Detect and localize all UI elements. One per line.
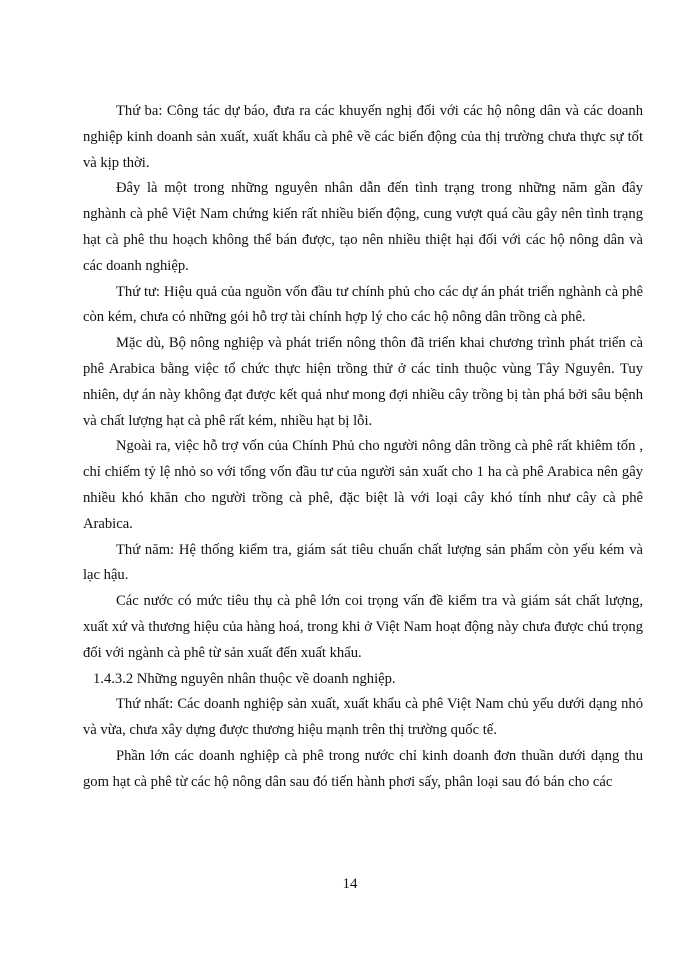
paragraph-phan-lon-doanh-nghiep: Phần lớn các doanh nghiệp cà phê trong nước chỉ kinh doanh đơn thuần dưới dạng thu gom hạt cà phê từ các hộ nông dân sau đó tiến hành phơi sấy, phân loại sau đó bán cho các [83, 747, 643, 790]
paragraph-thu-nhat: Thứ nhất: Các doanh nghiệp sản xuất, xuất khẩu cà phê Việt Nam chủ yếu dưới dạng nhỏ và vừa, chưa xây dựng được thương hiệu mạnh trên thị trường quốc tế. [83, 696, 643, 739]
paragraph-thu-nam: Thứ năm: Hệ thống kiểm tra, giám sát tiêu chuẩn chất lượng sản phẩm còn yếu kém và lạc hậu. [83, 541, 643, 584]
paragraph-arabica-tay-nguyen: Mặc dù, Bộ nông nghiệp và phát triển nông thôn đã triển khai chương trình phát triển cà phê Arabica bằng việc tổ chức thực hiện trồng thử ở các tỉnh thuộc vùng Tây Nguyên. Tuy nhiên, dự án này không đạt được kết quả như mong đợi nhiều cây trồng bị tàn phá bởi sâu bệnh và chất lượng hạt cà phê rất kém, nhiều hạt bị lỗi. [83, 335, 643, 429]
paragraph-nguyen-nhan-bien-dong: Đây là một trong những nguyên nhân dẫn đến tình trạng trong những năm gần đây nghành cà phê Việt Nam chứng kiến rất nhiều biến động, cung vượt quá cầu gây nên tình trạng hạt cà phê thu hoạch không thể bán được, tạo nên nhiều thiệt hại đối với các hộ nông dân và các doanh nghiệp. [83, 180, 643, 274]
paragraph-thu-tu: Thứ tư: Hiệu quả của nguồn vốn đầu tư chính phủ cho các dự án phát triển nghành cà phê còn kém, chưa có những gói hỗ trợ tài chính hợp lý cho các hộ nông dân trồng cà phê. [83, 283, 643, 326]
paragraph-ho-tro-von: Ngoài ra, việc hỗ trợ vốn của Chính Phủ cho người nông dân trồng cà phê rất khiêm tốn , chỉ chiếm tỷ lệ nhỏ so với tổng vốn đầu tư của người sản xuất cho 1 ha cà phê Arabica nên gây nhiều khó khăn cho người trồng cà phê, đặc biệt là với loại cây khó tính như cây cà phê Arabica. [83, 438, 643, 532]
paragraph-kiem-tra-chat-luong: Các nước có mức tiêu thụ cà phê lớn coi trọng vấn đề kiểm tra và giám sát chất lượng, xuất xứ và thương hiệu của hàng hoá, trong khi ở Việt Nam hoạt động này chưa được chú trọng đối với ngành cà phê từ sản xuất đến xuất khẩu. [83, 593, 643, 661]
document-body [83, 99, 643, 796]
page-number: 14 [342, 876, 358, 892]
section-heading: 1.4.3.2 Những nguyên nhân thuộc về doanh nghiệp. [93, 670, 396, 687]
paragraph-thu-ba: Thứ ba: Công tác dự báo, đưa ra các khuyến nghị đối với các hộ nông dân và các doanh nghiệp kinh doanh sản xuất, xuất khẩu cà phê về các biến động của thị trường chưa thực sự tốt và kịp thời. [83, 103, 643, 171]
